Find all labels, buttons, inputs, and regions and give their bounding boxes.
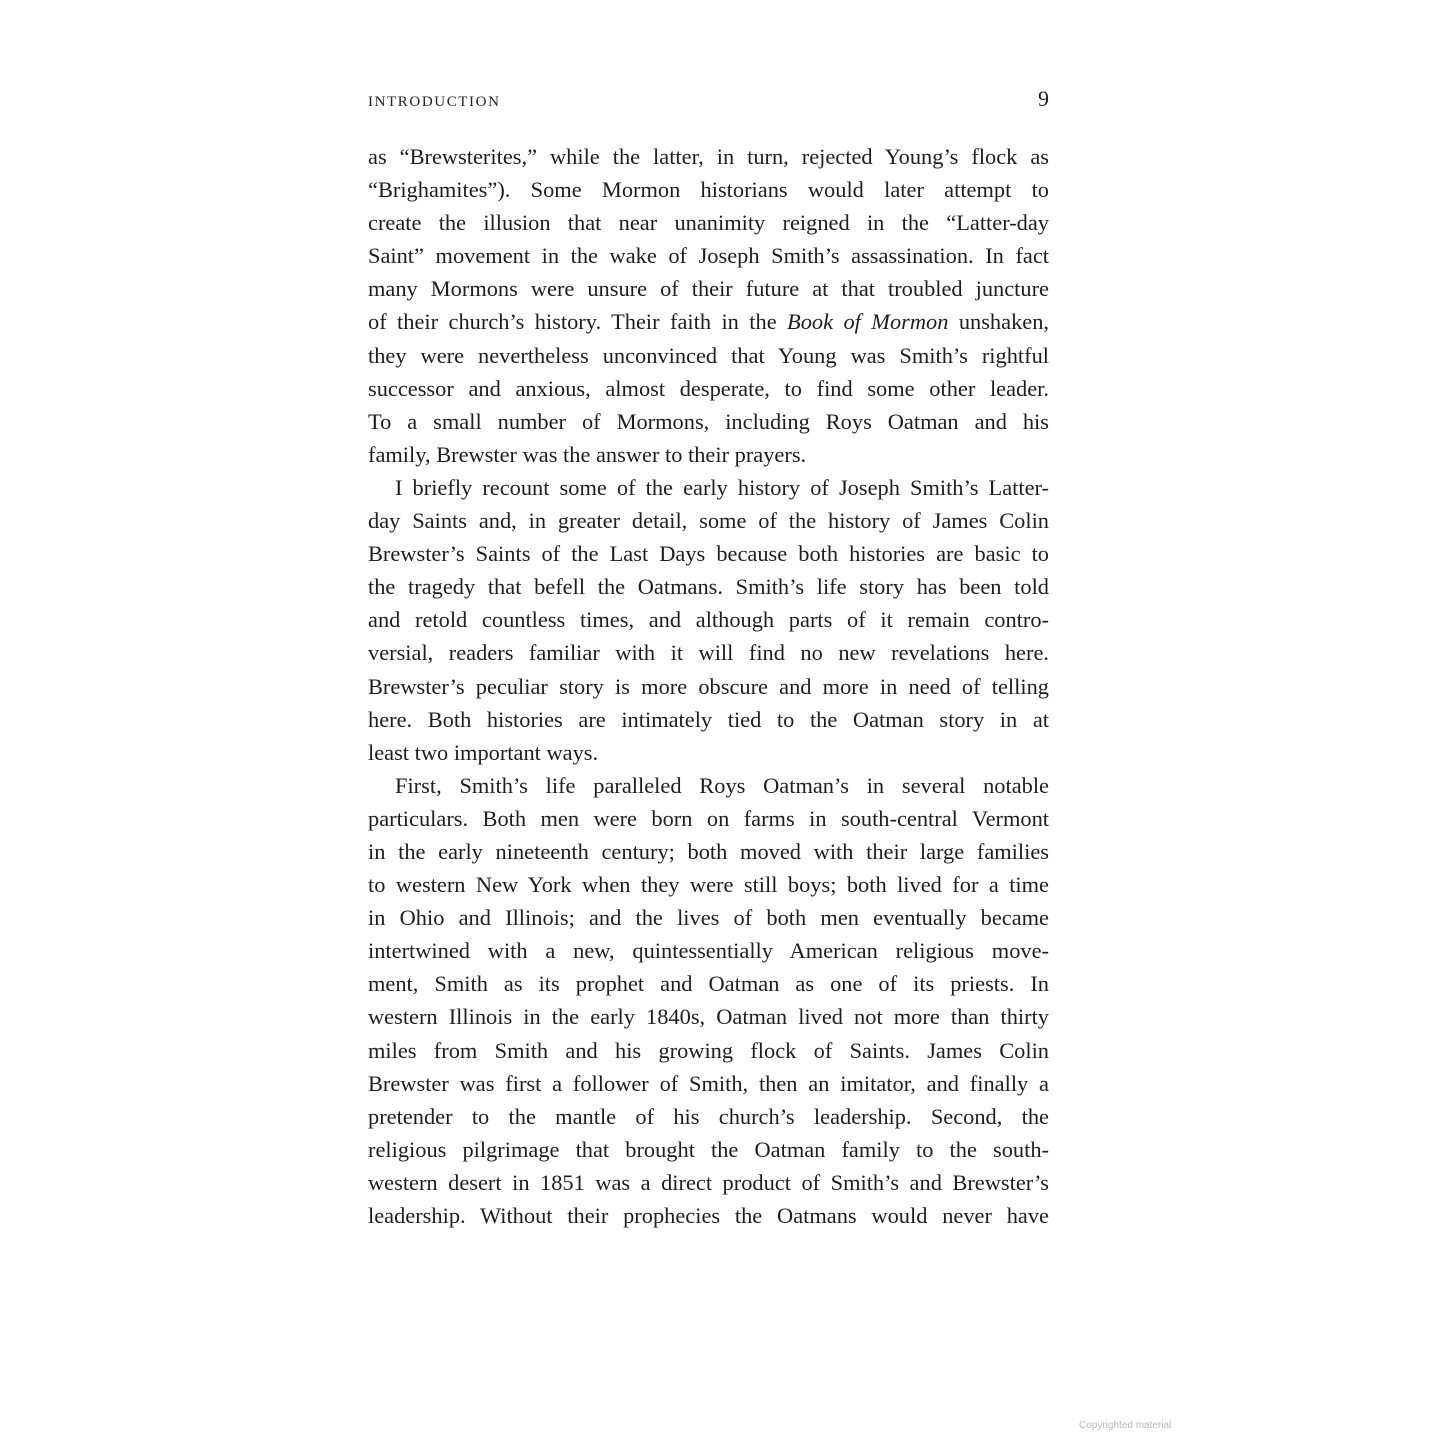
text-line: Brewster was first a follower of Smith, then an imitator, and finally a — [368, 1070, 1049, 1096]
text-line: I briefly recount some of the early history of Joseph Smith’s Latter- — [395, 474, 1049, 500]
text-line: to western New York when they were still boys; both lived for a time — [368, 872, 1049, 898]
text-line: in Ohio and Illinois; and the lives of both men eventually became — [368, 905, 1049, 931]
text-line: many Mormons were unsure of their future at that troubled juncture — [368, 276, 1049, 302]
paragraph-3 — [368, 769, 1049, 1232]
text-line: the tragedy that befell the Oatmans. Smith’s life story has been told — [368, 574, 1049, 600]
text-line: leadership. Without their prophecies the Oatmans would never have — [368, 1203, 1049, 1228]
text-line: they were nevertheless unconvinced that Young was Smith’s rightful — [368, 342, 1049, 368]
paragraph-1 — [368, 140, 1049, 471]
body-text — [368, 140, 1049, 1232]
text-line: Brewster’s peculiar story is more obscure and more in need of telling — [368, 673, 1049, 699]
text-line: To a small number of Mormons, including Roys Oatman and his — [368, 408, 1049, 434]
section-title: INTRODUCTION — [368, 94, 501, 110]
text-line: ment, Smith as its prophet and Oatman as one of its priests. In — [368, 971, 1049, 997]
text-line: Saint” movement in the wake of Joseph Smith’s assassination. In fact — [368, 243, 1049, 269]
text-line: intertwined with a new, quintessentially American religious move- — [368, 938, 1049, 964]
book-title: Book of Mormon — [787, 309, 949, 335]
text-line: day Saints and, in greater detail, some of the history of James Colin — [368, 508, 1049, 534]
copyright-watermark: Copyrighted material — [1079, 1420, 1172, 1431]
text-segment: unshaken, — [948, 309, 1049, 335]
text-line: western Illinois in the early 1840s, Oatman lived not more than thirty — [368, 1004, 1049, 1030]
text-line: successor and anxious, almost desperate, to find some other leader. — [368, 375, 1049, 401]
text-line: western desert in 1851 was a direct product of Smith’s and Brewster’s — [368, 1169, 1049, 1195]
text-line: particulars. Both men were born on farms in south-central Vermont — [368, 805, 1049, 831]
text-line: create the illusion that near unanimity reigned in the “Latter-day — [368, 210, 1049, 236]
text-line: religious pilgrimage that brought the Oatman family to the south- — [368, 1136, 1049, 1162]
text-line: in the early nineteenth century; both moved with their large families — [368, 838, 1049, 864]
text-line: Brewster’s Saints of the Last Days because both histories are basic to — [368, 541, 1049, 567]
text-line: least two important ways. — [368, 739, 599, 765]
text-segment: of their church’s history. Their faith in the — [368, 309, 788, 335]
text-line: miles from Smith and his growing flock of Saints. James Colin — [368, 1037, 1049, 1063]
text-line: here. Both histories are intimately tied to the Oatman story in at — [368, 706, 1049, 732]
paragraph-2 — [368, 471, 1049, 769]
text-line: family, Brewster was the answer to their prayers. — [368, 441, 807, 467]
running-head — [368, 86, 1049, 126]
text-line-with-title — [368, 305, 1049, 338]
book-page — [368, 86, 1049, 1232]
text-line: as “Brewsterites,” while the latter, in turn, rejected Young’s flock as — [368, 144, 1049, 169]
text-line: versial, readers familiar with it will find no new revelations here. — [368, 640, 1049, 666]
text-line: First, Smith’s life paralleled Roys Oatman’s in several notable — [395, 772, 1049, 798]
page-number: 9 — [1038, 86, 1049, 111]
text-line: “Brighamites”). Some Mormon historians would later attempt to — [368, 177, 1049, 203]
text-line: and retold countless times, and although parts of it remain contro- — [368, 607, 1049, 633]
text-line: pretender to the mantle of his church’s leadership. Second, the — [368, 1103, 1049, 1129]
